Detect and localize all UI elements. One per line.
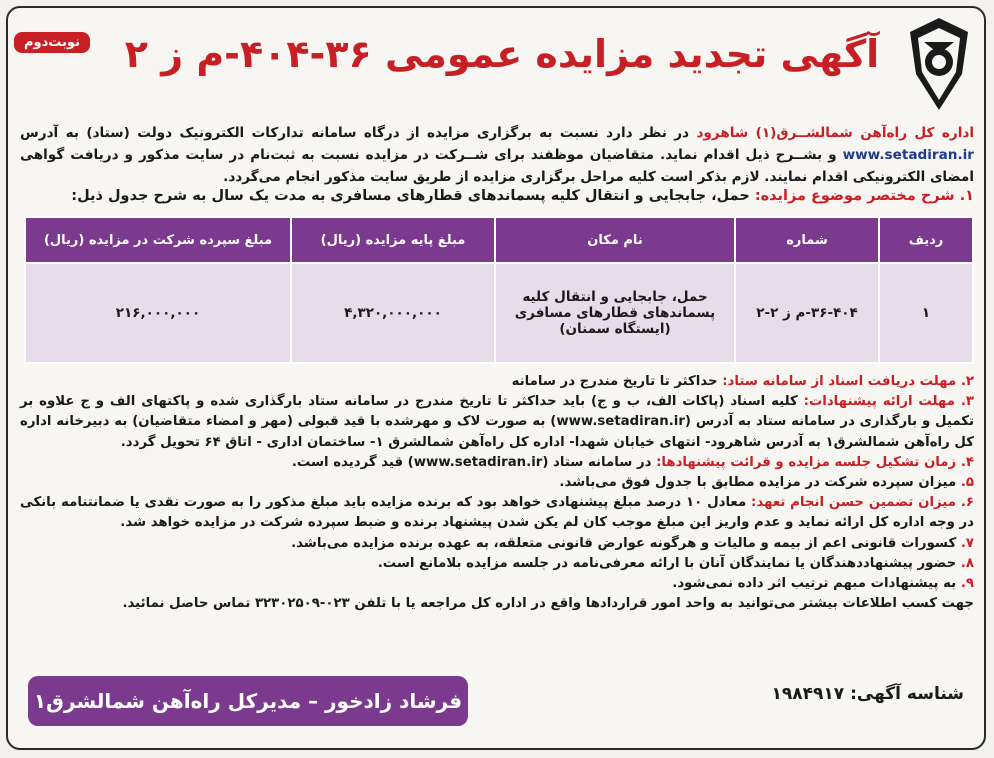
col-location: نام مکان — [495, 217, 735, 263]
list-item — [20, 493, 974, 533]
list-item — [20, 534, 974, 554]
item-3-text: کلیه اسناد (پاکات الف، ب و ج) باید حداکثر تا تاریخ مندرج در سامانه ستاد بارگذاری شده و پاکتهای الف و ج علاوه بر تکمیل و بارگذاری در سامانه ستاد به آدرس (www.setadiran.ir) به صورت لاک و مهرشده با قید قبولی (مهر و امضاء متقاضیان) به دبیرخانه اداره کل راه‌آهن شمالشرق۱ به آدرس شاهرود- انتهای خیابان شهدا- اداره کل راه‌آهن شمالشرق ۱- ساختمان اداری - اتاق ۶۴ تحویل گردد. — [20, 394, 974, 450]
item-8-text: حضور پیشنهاددهندگان یا نمایندگان آنان با ارائه معرفی‌نامه در جلسه مزایده بلامانع است. — [377, 555, 961, 571]
intro-text-2: و بشــرح ذیل اقدام نماید. متقاضیان موظفند برای شــرکت در مزایده نسبت به ثبت‌نام در سایت مذکور و دریافت گواهی امضای الکترونیکی اقدام نمایند. لازم بذکر است کلیه مراحل برگزاری مزایده از طریق سایت مذکور انجام می‌گردد. — [20, 147, 974, 185]
intro-paragraph — [20, 122, 974, 188]
cell-base-price: ۴,۳۲۰,۰۰۰,۰۰۰ — [291, 263, 495, 363]
item-9-text: به پیشنهادات مبهم ترتیب اثر داده نمی‌شود. — [672, 576, 961, 592]
cell-location: حمل، جابجایی و انتقال کلیه پسماندهای قطارهای مسافری (ایستگاه سمنان) — [495, 263, 735, 363]
item-5-label: ۵. — [960, 475, 974, 491]
cell-row-number: ۱ — [879, 263, 973, 363]
table-header-row — [25, 217, 973, 263]
item-7-label: ۷. — [960, 535, 974, 551]
cell-deposit: ۲۱۶,۰۰۰,۰۰۰ — [25, 263, 291, 363]
list-item — [20, 554, 974, 574]
railway-emblem-icon — [906, 14, 972, 114]
table-row — [25, 263, 973, 363]
item-6-text: معادل ۱۰ درصد مبلغ پیشنهادی خواهد بود که برنده مزایده باید مبلغ مذکور را به صورت نقدی یا ضمانتنامه بانکی در وجه اداره کل ارائه نماید و عدم واریز این مبلغ موجب کان لم یکن شدن پیشنهاد برنده و ضبط سپرده شرکت در مزایده خواهد شد. — [20, 495, 974, 531]
col-deposit: مبلغ سپرده شرکت در مزایده (ریال) — [25, 217, 291, 263]
organization-name: اداره کل راه‌آهن شمالشــرق(۱) شاهرود — [696, 125, 975, 141]
item-2-label: ۲. مهلت دریافت اسناد از سامانه ستاد: — [722, 374, 974, 389]
item-4-label: ۴. زمان تشکیل جلسه مزایده و قرائت پیشنهادها: — [656, 454, 974, 470]
item-3-label: ۳. مهلت ارائه پیشنهادات: — [803, 394, 974, 410]
item-8-label: ۸. — [960, 555, 974, 571]
item-5-text: میزان سپرده شرکت در مزایده مطابق با جدول فوق می‌باشد. — [559, 475, 961, 491]
list-item — [20, 453, 974, 473]
list-item — [20, 473, 974, 493]
item-9-label: ۹. — [960, 576, 974, 592]
col-base-price: مبلغ پایه مزایده (ریال) — [291, 217, 495, 263]
contact-line: جهت کسب اطلاعات بیشتر می‌توانید به واحد امور قراردادها واقع در اداره کل مراجعه یا با تلفن ۰۲۳-۳۲۳۰۲۵۰۹ تماس حاصل نمائید. — [122, 596, 974, 612]
notice-id: شناسه آگهی: ۱۹۸۴۹۱۷ — [771, 684, 964, 704]
item-2-text: حداکثر تا تاریخ مندرج در سامانه — [511, 374, 723, 389]
intro-text-1: در نظر دارد نسبت به برگزاری مزایده از درگاه سامانه تدارکات الکترونیک دولت (ستاد) به آدرس — [20, 125, 697, 141]
signature-banner: فرشاد زادخور – مدیرکل راه‌آهن شمالشرق۱ — [28, 676, 468, 726]
round-badge: نوبت‌دوم — [14, 32, 90, 53]
page-title: آگهی تجدید مزایده عمومی ۳۶-۴۰۴-م ز ۲ — [124, 32, 880, 76]
list-item — [20, 392, 974, 453]
cell-number: ۳۶-۴۰۴-م ز ۲-۲ — [735, 263, 879, 363]
section-1-text: حمل، جابجایی و انتقال کلیه پسماندهای قطارهای مسافری به مدت یک سال به شرح جدول ذیل: — [71, 188, 755, 204]
website-link[interactable]: www.setadiran.ir — [842, 147, 974, 163]
list-item — [20, 372, 974, 392]
col-number: شماره — [735, 217, 879, 263]
conditions-list — [20, 372, 974, 614]
section-1-label: ۱. شرح مختصر موضوع مزایده: — [754, 188, 974, 204]
list-item — [20, 574, 974, 594]
item-7-text: کسورات قانونی اعم از بیمه و مالیات و هرگونه عوارض قانونی متعلقه، به عهده برنده مزایده می‌باشد. — [291, 535, 961, 551]
col-row-number: ردیف — [879, 217, 973, 263]
auction-table — [24, 216, 974, 364]
item-6-label: ۶. میزان تضمین حسن انجام تعهد: — [751, 495, 975, 511]
section-1 — [20, 188, 974, 204]
item-4-text: در سامانه ستاد (www.setadiran.ir) قید گردیده است. — [291, 454, 657, 470]
